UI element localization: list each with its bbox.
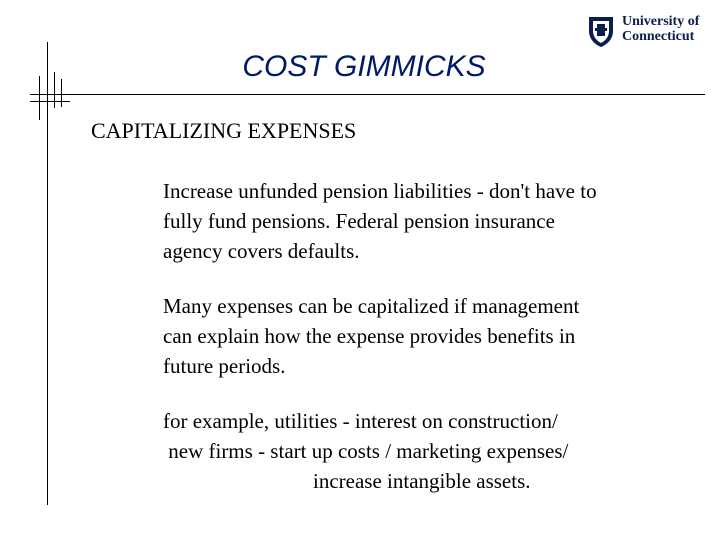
paragraph-line: agency covers defaults. bbox=[163, 239, 360, 263]
frame-vertical-line bbox=[47, 42, 48, 505]
university-name-line1: University of bbox=[622, 14, 700, 29]
paragraph-line: fully fund pensions. Federal pension insurance bbox=[163, 209, 555, 233]
frame-horizontal-line bbox=[30, 94, 705, 95]
paragraph-pension bbox=[163, 176, 683, 266]
paragraph-line: increase intangible assets. bbox=[313, 469, 531, 493]
paragraph-examples bbox=[163, 406, 683, 496]
university-seal-icon bbox=[586, 14, 616, 48]
paragraph-line: Many expenses can be capitalized if management bbox=[163, 294, 580, 318]
university-name-line2: Connecticut bbox=[622, 29, 695, 44]
paragraph-line: new firms - start up costs / marketing expenses/ bbox=[163, 439, 569, 463]
paragraph-line: Increase unfunded pension liabilities - don't have to bbox=[163, 179, 597, 203]
paragraph-capitalized bbox=[163, 291, 683, 381]
paragraph-line: for example, utilities - interest on construction/ bbox=[163, 409, 558, 433]
paragraph-line: future periods. bbox=[163, 354, 286, 378]
section-heading: CAPITALIZING EXPENSES bbox=[91, 118, 357, 143]
university-name bbox=[622, 14, 699, 44]
paragraph-line: can explain how the expense provides benefits in bbox=[163, 324, 576, 348]
university-logo bbox=[586, 12, 706, 50]
slide-title: COST GIMMICKS bbox=[242, 50, 486, 83]
frame-hash-line bbox=[30, 101, 70, 102]
